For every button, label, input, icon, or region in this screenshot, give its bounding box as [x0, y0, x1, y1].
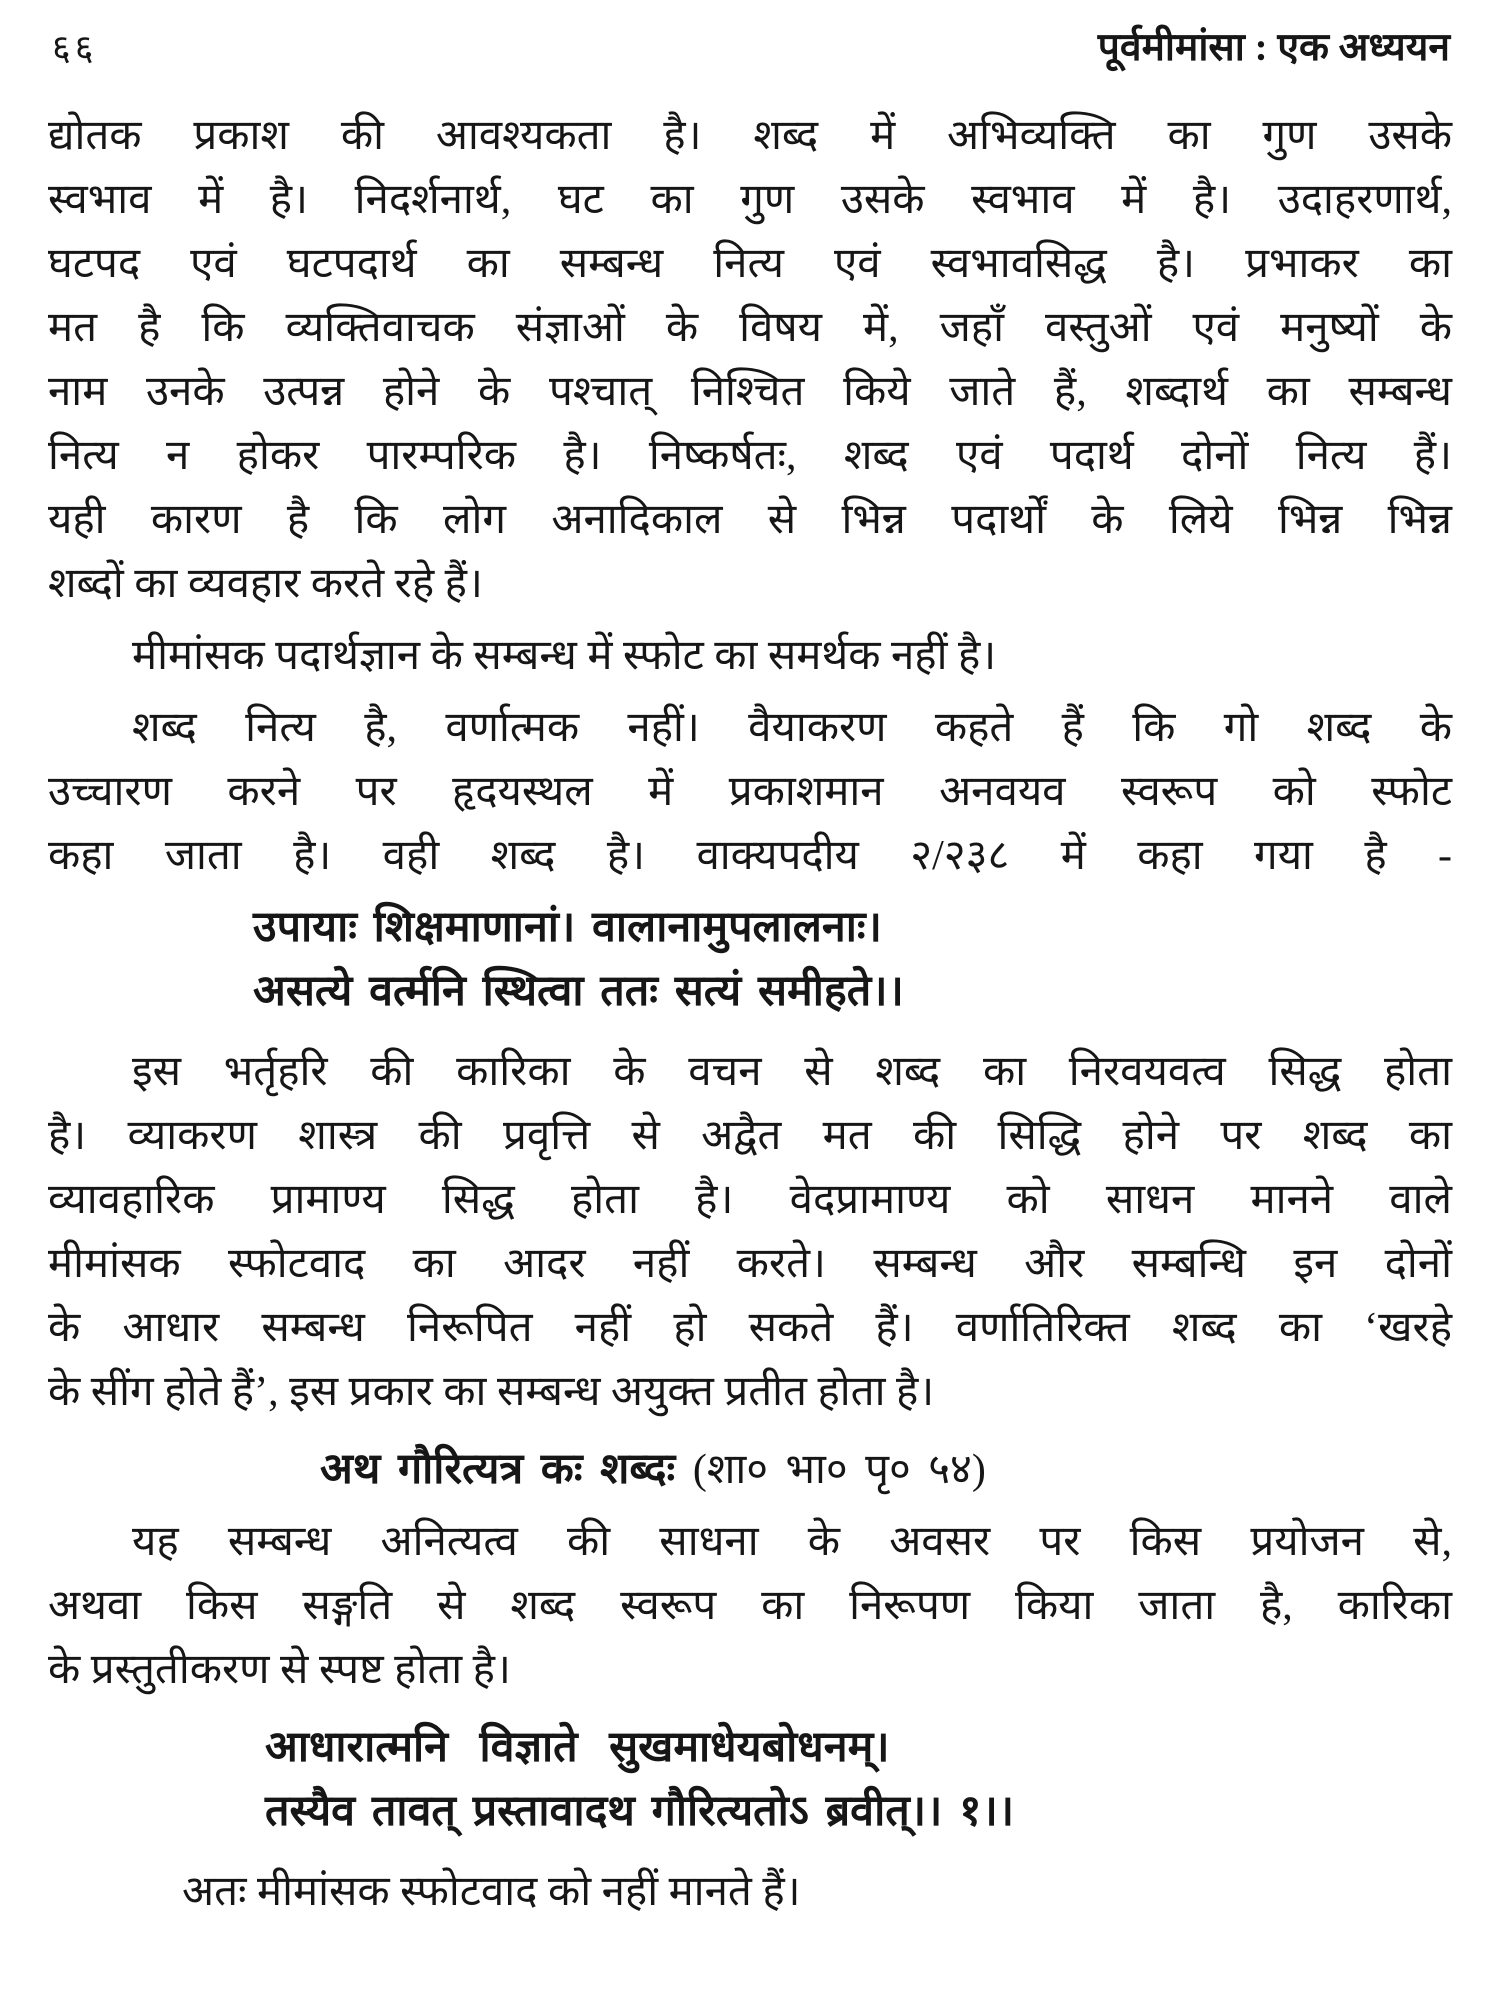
paragraph-line: कहा जाता है। वही शब्द है। वाक्यपदीय २/२३८ में कहा गया है -: [48, 833, 1452, 879]
page-body: [48, 104, 1452, 1924]
paragraph-line: यह सम्बन्ध अनित्यत्व की साधना के अवसर पर किस प्रयोजन से,: [132, 1519, 1452, 1565]
verse-line: तस्यैव तावत् प्रस्तावादथ गौरित्यतोऽ ब्रवीत्।। १।।: [265, 1788, 1015, 1835]
verse-line: उपायाः शिक्षमाणानां। वालानामुपलालनाः।: [253, 904, 882, 951]
verse-line: आधारात्मनि विज्ञाते सुखमाधेयबोधनम्।: [265, 1724, 890, 1771]
page-number: ६६: [52, 28, 98, 68]
paragraph-line: शब्द नित्य है, वर्णात्मक नहीं। वैयाकरण कहते हैं कि गो शब्द के: [132, 705, 1452, 751]
paragraph: अतः मीमांसक स्फोटवाद को नहीं मानते हैं।: [182, 1869, 801, 1915]
paragraph-line: शब्दों का व्यवहार करते रहे हैं।: [48, 561, 483, 607]
verse-line: असत्ये वर्त्मनि स्थित्वा ततः सत्यं समीहते।।: [253, 968, 904, 1015]
book-title: पूर्वमीमांसा : एक अध्ययन: [1097, 26, 1450, 69]
paragraph-line: व्यावहारिक प्रामाण्य सिद्ध होता है। वेदप्रामाण्य को साधन मानने वाले: [48, 1177, 1452, 1223]
paragraph-line: मीमांसक स्फोटवाद का आदर नहीं करते। सम्बन्ध और सम्बन्धि इन दोनों: [48, 1241, 1452, 1287]
paragraph-line: घटपद एवं घटपदार्थ का सम्बन्ध नित्य एवं स्वभावसिद्ध है। प्रभाकर का: [48, 241, 1452, 287]
paragraph-line: के आधार सम्बन्ध निरूपित नहीं हो सकते हैं। वर्णातिरिक्त शब्द का ‘खरहे: [48, 1305, 1452, 1351]
paragraph-line: नित्य न होकर पारम्परिक है। निष्कर्षतः, शब्द एवं पदार्थ दोनों नित्य हैं।: [48, 433, 1452, 479]
paragraph-line: मत है कि व्यक्तिवाचक संज्ञाओं के विषय में, जहाँ वस्तुओं एवं मनुष्यों के: [48, 305, 1452, 351]
paragraph-line: स्वभाव में है। निदर्शनार्थ, घट का गुण उसके स्वभाव में है। उदाहरणार्थ,: [48, 177, 1452, 223]
paragraph-line: अथवा किस सङ्गति से शब्द स्वरूप का निरूपण किया जाता है, कारिका: [48, 1583, 1452, 1629]
paragraph-line: उच्चारण करने पर हृदयस्थल में प्रकाशमान अनवयव स्वरूप को स्फोट: [48, 769, 1452, 815]
page-header: [52, 22, 1450, 74]
paragraph-line: है। व्याकरण शास्त्र की प्रवृत्ति से अद्वैत मत की सिद्धि होने पर शब्द का: [48, 1113, 1452, 1159]
paragraph-line: के सींग होते हैं’, इस प्रकार का सम्बन्ध अयुक्त प्रतीत होता है।: [48, 1369, 935, 1415]
paragraph: मीमांसक पदार्थज्ञान के सम्बन्ध में स्फोट का समर्थक नहीं है।: [132, 633, 997, 679]
paragraph-line: के प्रस्तुतीकरण से स्पष्ट होता है।: [48, 1647, 511, 1693]
paragraph-line: इस भर्तृहरि की कारिका के वचन से शब्द का निरवयवत्व सिद्ध होता: [132, 1049, 1452, 1095]
section-heading-text: अथ गौरित्यत्र कः शब्दः: [320, 1446, 676, 1493]
paragraph-line: यही कारण है कि लोग अनादिकाल से भिन्न पदार्थों के लिये भिन्न भिन्न: [48, 497, 1452, 543]
paragraph-line: द्योतक प्रकाश की आवश्यकता है। शब्द में अभिव्यक्ति का गुण उसके: [48, 113, 1452, 159]
section-heading-reference: (शा० भा० पृ० ५४): [692, 1447, 986, 1493]
paragraph-line: नाम उनके उत्पन्न होने के पश्चात् निश्चित किये जाते हैं, शब्दार्थ का सम्बन्ध: [48, 369, 1452, 415]
section-heading: [320, 1438, 1452, 1502]
